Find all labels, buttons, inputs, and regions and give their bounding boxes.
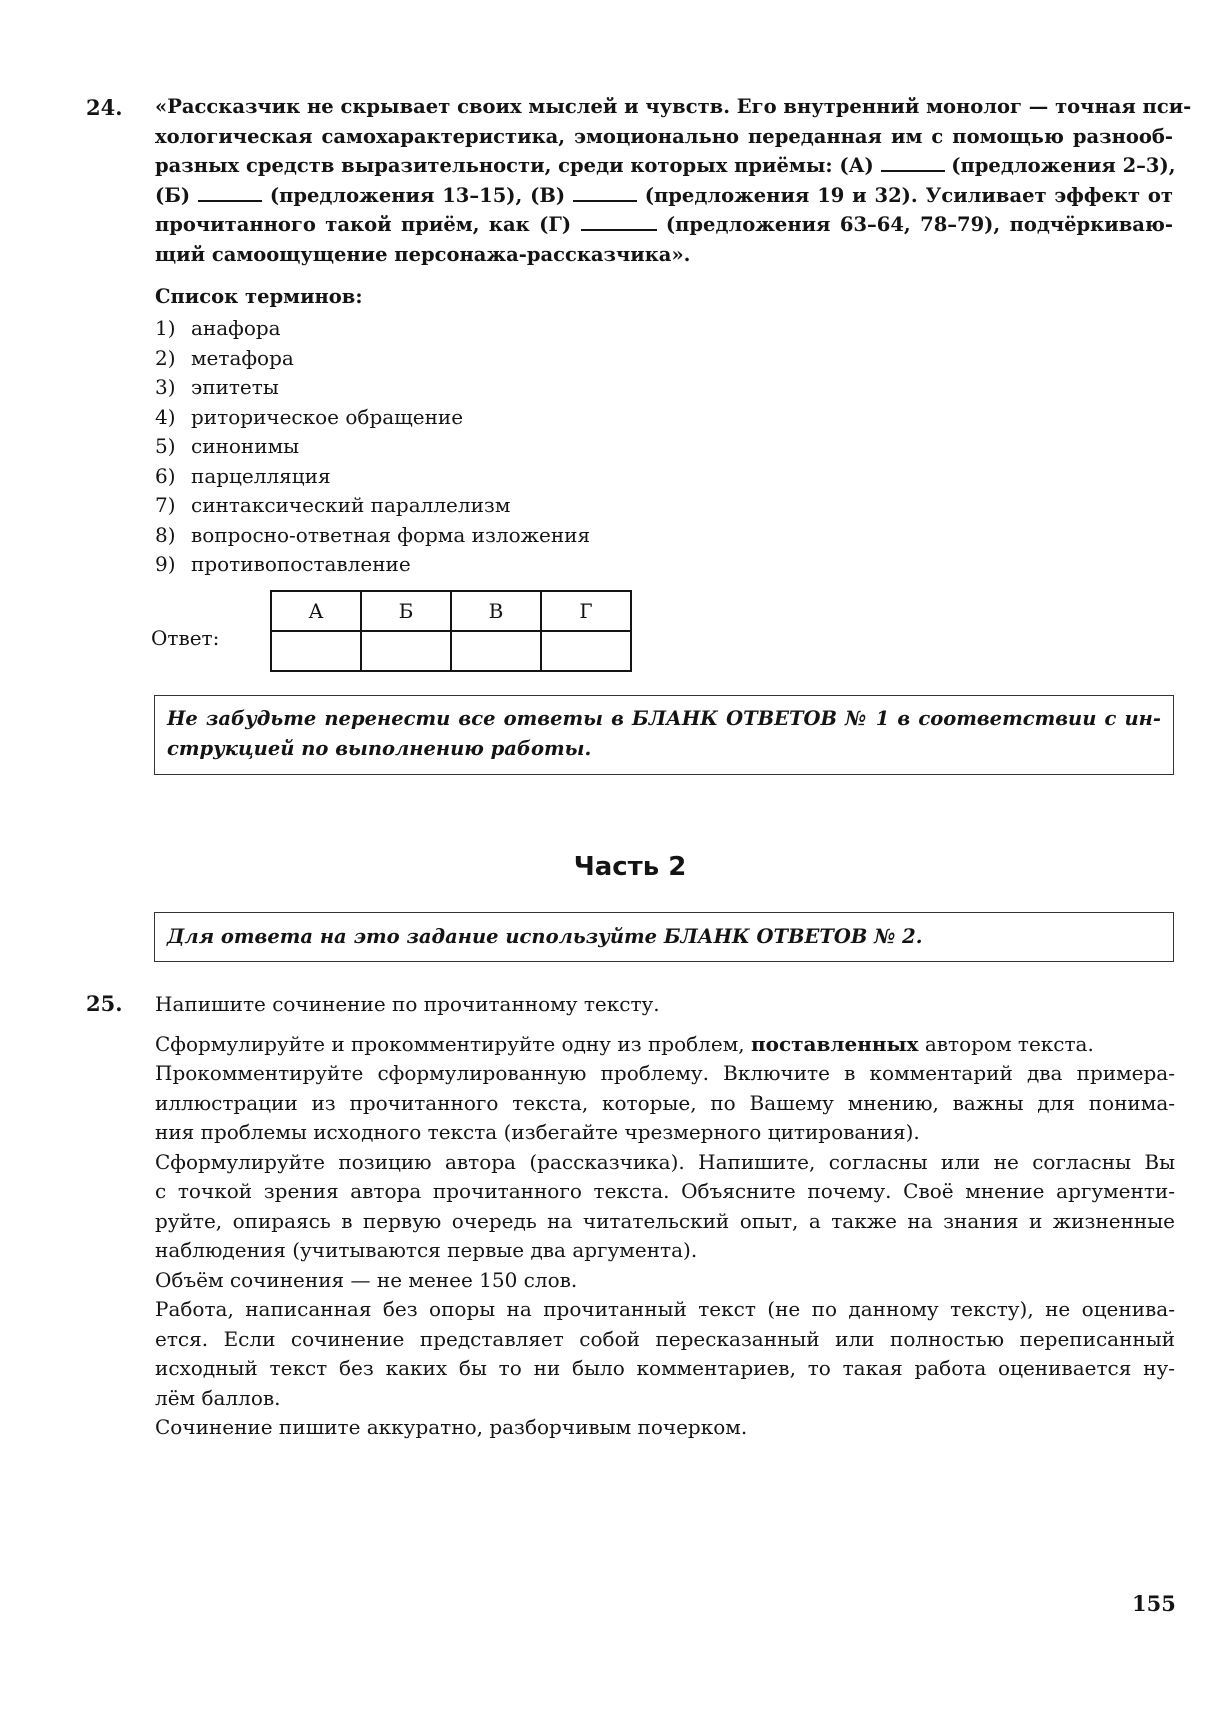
term-number: 4) bbox=[155, 404, 176, 429]
paragraph-line: наблюдения (учитываются первые два аргумента). bbox=[155, 1238, 698, 1262]
bold-text: поставленных bbox=[751, 1031, 919, 1056]
paragraph-line: Сформулируйте позицию автора (рассказчика). Напишите, согласны или не согласны Вы bbox=[155, 1149, 1175, 1174]
task-24-line: щий самоощущение персонажа-рассказчика». bbox=[155, 242, 691, 266]
task-24-text bbox=[155, 92, 1192, 269]
text-segment: (Б) bbox=[155, 183, 198, 207]
term-number: 9) bbox=[155, 552, 176, 576]
list-item bbox=[155, 344, 590, 374]
task-24-line bbox=[155, 181, 1173, 211]
answer-cell-g[interactable] bbox=[541, 631, 631, 671]
term-text: противопоставление bbox=[191, 552, 411, 576]
answer-header-cell: А bbox=[271, 591, 361, 631]
blank-a bbox=[881, 152, 945, 172]
term-number: 7) bbox=[155, 493, 176, 517]
list-item bbox=[155, 314, 590, 344]
answer-cell-b[interactable] bbox=[361, 631, 451, 671]
term-text: риторическое обращение bbox=[191, 404, 464, 429]
term-text: синонимы bbox=[191, 434, 300, 458]
task-25-paragraph bbox=[155, 1295, 1175, 1413]
transfer-answers-notice bbox=[154, 695, 1174, 775]
paragraph-line: иллюстрации из прочитанного текста, которые, по Вашему мнению, важны для понима- bbox=[155, 1090, 1175, 1115]
answer-cell-v[interactable] bbox=[451, 631, 541, 671]
term-number: 8) bbox=[155, 522, 176, 547]
paragraph-line: Работа, написанная без опоры на прочитанный текст (не по данному тексту), не оценива- bbox=[155, 1297, 1175, 1321]
text-segment: (предложения 2–3), bbox=[944, 154, 1176, 177]
task-25-number: 25. bbox=[86, 991, 123, 1016]
paragraph-line: исходный текст без каких бы то ни было комментариев, то такая работа оценивается ну- bbox=[155, 1356, 1175, 1380]
answer-table bbox=[270, 590, 632, 672]
answer-header-row bbox=[271, 591, 631, 631]
paragraph-line: руйте, опираясь в первую очередь на читательский опыт, а также на знания и жизненные bbox=[155, 1208, 1175, 1233]
paragraph-line: ется. Если сочинение представляет собой пересказанный или полностью переписанный bbox=[155, 1326, 1175, 1351]
terms-heading: Список терминов: bbox=[155, 285, 363, 308]
task-24-line: «Рассказчик не скрывает своих мыслей и чувств. Его внутренний монолог — точная пси- bbox=[155, 95, 1192, 118]
text-segment: (предложения 13–15), (В) bbox=[261, 183, 573, 207]
list-item bbox=[155, 462, 590, 492]
answer-header-cell: Б bbox=[361, 591, 451, 631]
term-text: метафора bbox=[191, 345, 294, 370]
term-text: парцелляция bbox=[191, 463, 331, 488]
term-number: 2) bbox=[155, 345, 176, 370]
text-segment: разных средств выразительности, среди которых приёмы: (А) bbox=[155, 154, 881, 177]
list-item bbox=[155, 521, 590, 551]
list-item bbox=[155, 403, 590, 433]
list-item bbox=[155, 491, 590, 521]
blank-g bbox=[581, 211, 657, 231]
term-text: анафора bbox=[191, 316, 281, 340]
term-number: 5) bbox=[155, 434, 176, 458]
answer-form-notice: Для ответа на это задание используйте БЛАНК ОТВЕТОВ № 2. bbox=[154, 912, 1174, 962]
answer-header-cell: В bbox=[451, 591, 541, 631]
paragraph-line: лём баллов. bbox=[155, 1385, 281, 1410]
list-item bbox=[155, 373, 590, 403]
term-number: 6) bbox=[155, 463, 176, 488]
paragraph-line: Прокомментируйте сформулированную проблему. Включите в комментарий два примера- bbox=[155, 1061, 1175, 1085]
list-item bbox=[155, 432, 590, 462]
task-24-line bbox=[155, 210, 1173, 240]
blank-b bbox=[198, 182, 262, 202]
notice-line: Не забудьте перенести все ответы в БЛАНК ОТВЕТОВ № 1 в соответствии с ин- bbox=[167, 707, 1161, 730]
task-25-paragraph bbox=[155, 1059, 1175, 1148]
task-25-text bbox=[155, 990, 1175, 1443]
text-segment: Сформулируйте и прокомментируйте одну из проблем, bbox=[155, 1031, 751, 1056]
answer-label: Ответ: bbox=[151, 626, 220, 650]
text-segment: (предложения 63–64, 78–79), подчёркиваю- bbox=[656, 213, 1173, 236]
text-segment: (предложения 19 и 32). Усиливает эффект от bbox=[636, 183, 1173, 207]
task-24-line: хологическая самохарактеристика, эмоционально переданная им с помощью разнооб- bbox=[155, 124, 1173, 148]
answer-cell-a[interactable] bbox=[271, 631, 361, 671]
task-25-paragraph: Сочинение пишите аккуратно, разборчивым почерком. bbox=[155, 1415, 748, 1439]
task-24-line bbox=[155, 151, 1176, 181]
page-number: 155 bbox=[1132, 1591, 1176, 1616]
answer-input-row bbox=[271, 631, 631, 671]
task-24-number: 24. bbox=[86, 95, 123, 120]
text-segment: автором текста. bbox=[918, 1031, 1094, 1056]
notice-line: струкцией по выполнению работы. bbox=[167, 737, 592, 760]
terms-list bbox=[155, 314, 590, 580]
task-25-paragraph: Объём сочинения — не менее 150 слов. bbox=[155, 1267, 578, 1292]
list-item bbox=[155, 550, 590, 580]
term-number: 3) bbox=[155, 375, 176, 399]
task-25-paragraph bbox=[155, 1030, 1175, 1060]
term-text: вопросно-ответная форма изложения bbox=[191, 522, 591, 547]
term-number: 1) bbox=[155, 316, 176, 340]
text-segment: прочитанного такой приём, как (Г) bbox=[155, 213, 581, 236]
part-title: Часть 2 bbox=[573, 852, 687, 882]
task-25-intro: Напишите сочинение по прочитанному тексту. bbox=[155, 992, 660, 1016]
term-text: эпитеты bbox=[191, 375, 279, 399]
task-25-paragraph bbox=[155, 1148, 1175, 1266]
answer-header-cell: Г bbox=[541, 591, 631, 631]
paragraph-line: с точкой зрения автора прочитанного текста. Объясните почему. Своё мнение аргументи- bbox=[155, 1179, 1175, 1203]
blank-v bbox=[573, 182, 637, 202]
term-text: синтаксический параллелизм bbox=[191, 493, 511, 517]
paragraph-line: ния проблемы исходного текста (избегайте чрезмерного цитирования). bbox=[155, 1120, 920, 1144]
